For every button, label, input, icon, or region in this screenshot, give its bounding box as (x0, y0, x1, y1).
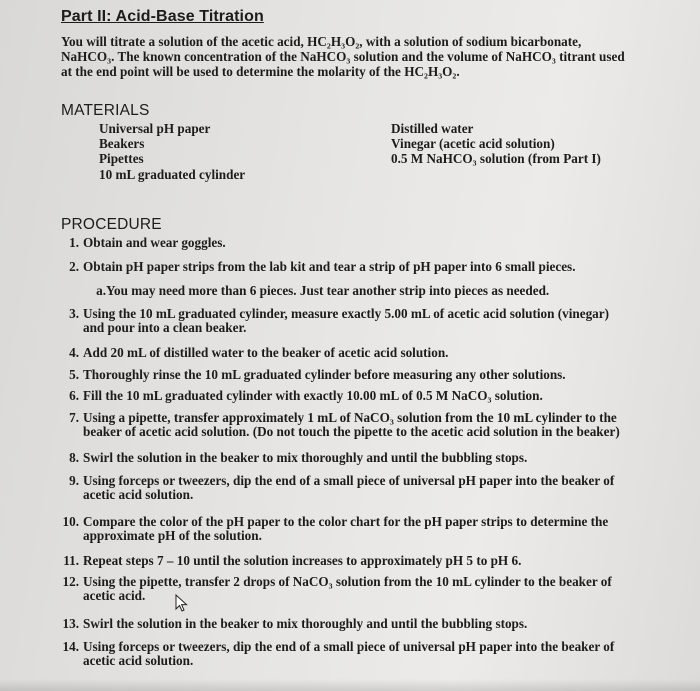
materials-list-right (391, 121, 601, 167)
step-text: Swirl the solution in the beaker to mix thoroughly and until the bubbling stops. (83, 450, 528, 465)
step-text: Thoroughly rinse the 10 mL graduated cylinder before measuring any other solutions. (83, 367, 566, 382)
materials-item: Beakers (99, 136, 145, 152)
materials-list-left (99, 121, 245, 182)
step-text: Using forceps or tweezers, dip the end of a small piece of universal pH paper into the beaker of (83, 639, 615, 654)
step-number: 2. (69, 259, 79, 274)
step-text: Compare the color of the pH paper to the color chart for the pH paper strips to determine the (83, 514, 609, 529)
step-text: You may need more than 6 pieces. Just tear another strip into pieces as needed. (106, 283, 550, 298)
materials-item: Universal pH paper (99, 121, 211, 136)
intro-line: at the end point will be used to determine the molarity of the HC₂H₃O₂. (61, 64, 460, 79)
step-text: Fill the 10 mL graduated cylinder with exactly 10.00 mL of 0.5 M NaCO₃ solution. (83, 388, 543, 403)
step-number: 13. (62, 616, 79, 631)
step-number: 5. (69, 367, 79, 382)
step-text: acetic acid. (83, 588, 146, 603)
step-text: and pour into a clean beaker. (83, 320, 247, 335)
step-text: Obtain pH paper strips from the lab kit and tear a strip of pH paper into 6 small pieces. (83, 259, 576, 274)
materials-item: Vinegar (acetic acid solution) (391, 136, 555, 152)
step-number: 1. (69, 235, 79, 250)
intro-line: You will titrate a solution of the acetic acid, HC₂H₃O₂, with a solution of sodium bicarbonate, (61, 34, 582, 49)
step-text: Using the 10 mL graduated cylinder, measure exactly 5.00 mL of acetic acid solution (vinegar) (83, 306, 609, 321)
step-number: 14. (62, 639, 79, 654)
step-number: 4. (69, 345, 79, 360)
step-text: Using the pipette, transfer 2 drops of NaCO₃ solution from the 10 mL cylinder to the beaker of (83, 574, 612, 589)
step-text: Using a pipette, transfer approximately 1 mL of NaCO₃ solution from the 10 mL cylinder to the (83, 410, 617, 425)
step-number: 7. (69, 410, 79, 425)
step-text: acetic acid solution. (83, 653, 194, 668)
step-number: 12. (62, 574, 79, 589)
step-text: Swirl the solution in the beaker to mix thoroughly and until the bubbling stops. (83, 616, 528, 631)
step-number: 6. (69, 388, 79, 403)
materials-heading: MATERIALS (61, 102, 150, 119)
step-text: Repeat steps 7 – 10 until the solution increases to approximately pH 5 to pH 6. (83, 553, 522, 568)
intro-line: NaHCO₃. The known concentration of the NaHCO₃ solution and the volume of NaHCO₃ titrant used (61, 49, 625, 64)
mouse-pointer-icon (175, 594, 189, 612)
step-text: beaker of acetic acid solution. (Do not touch the pipette to the acetic acid solution in the beaker) (83, 424, 620, 439)
intro-paragraph (61, 34, 679, 79)
step-text: Using forceps or tweezers, dip the end of a small piece of universal pH paper into the beaker of (83, 473, 615, 488)
page-title: Part II: Acid-Base Titration (61, 8, 264, 25)
step-number: 10. (62, 514, 79, 529)
step-number: 9. (69, 473, 79, 488)
materials-item: 10 mL graduated cylinder (99, 166, 246, 182)
page-bottom-shadow (0, 679, 700, 691)
step-text: Add 20 mL of distilled water to the beaker of acetic acid solution. (83, 345, 449, 360)
materials-item: Distilled water (391, 121, 474, 136)
procedure-heading: PROCEDURE (61, 216, 162, 233)
step-text: Obtain and wear goggles. (83, 235, 226, 250)
step-number: 8. (69, 450, 79, 465)
materials-item: 0.5 M NaHCO₃ solution (from Part I) (391, 151, 601, 167)
step-number: 11. (63, 553, 79, 568)
step-text: acetic acid solution. (83, 487, 194, 502)
step-number: 3. (69, 306, 79, 321)
materials-item: Pipettes (99, 151, 144, 167)
step-number: a. (96, 283, 106, 298)
step-text: approximate pH of the solution. (83, 528, 262, 543)
